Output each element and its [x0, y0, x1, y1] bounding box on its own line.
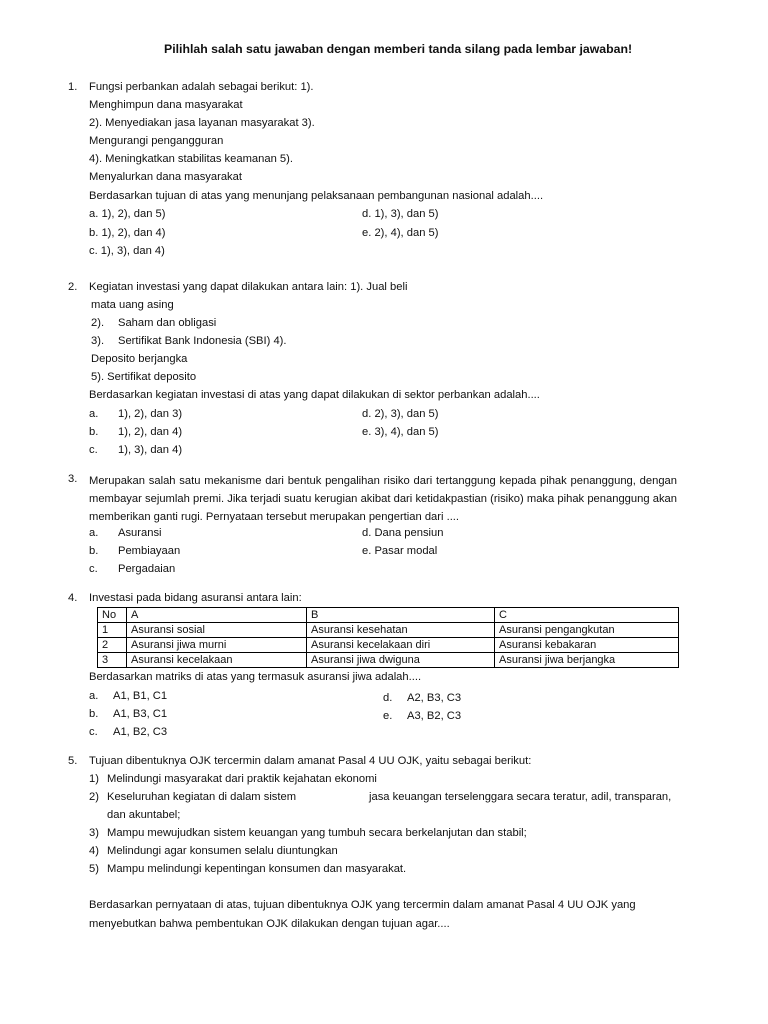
q2-line: mata uang asing [91, 299, 174, 311]
q3-option-c: Pergadaian [118, 563, 176, 575]
q2-line: 3). [91, 335, 105, 347]
table-cell: Asuransi jiwa dwiguna [307, 653, 495, 668]
table-header-row [98, 608, 679, 623]
q1-line: 2). Menyediakan jasa layanan masyarakat 3). [89, 117, 315, 129]
q1-line: Menyalurkan dana masyarakat [89, 171, 242, 183]
q5-item-text: Mampu mewujudkan sistem keuangan yang tumbuh secara berkelanjutan dan stabil; [107, 827, 527, 839]
table-row [98, 653, 679, 668]
q2-option-a: 1), 2), dan 3) [118, 408, 183, 420]
table-cell: Asuransi sosial [127, 623, 307, 638]
q1-line: Menghimpun dana masyarakat [89, 99, 243, 111]
table-header-cell: C [495, 608, 679, 623]
table-row [98, 638, 679, 653]
table-cell: 2 [98, 638, 127, 653]
q3-text: Merupakan salah satu mekanisme dari bentuk pengalihan risiko dari tertanggung kepada pihak penanggung, dengan membayar sejumlah premi. Jika terjadi suatu kerugian akibat dari ketidakpastian (risiko) maka pihak penanggung akan memberikan ganti rugi. Pernyataan tersebut merupakan pengertian dari .... [89, 475, 677, 523]
table-cell: Asuransi jiwa murni [127, 638, 307, 653]
q5-item-number: 1) [89, 773, 99, 785]
q2-option-b: 1), 2), dan 4) [118, 426, 183, 438]
table-cell: Asuransi kecelakaan [127, 653, 307, 668]
q1-option-e: e. 2), 4), dan 5) [362, 227, 439, 239]
q2-line: 2). [91, 317, 105, 329]
q3-option-d: d. Dana pensiun [362, 527, 444, 539]
q1-option-a: a. 1), 2), dan 5) [89, 208, 166, 220]
q5-item-text: dan akuntabel; [107, 809, 181, 821]
q4-option-d: A2, B3, C3 [407, 692, 462, 704]
q3-option-letter: b. [89, 545, 99, 557]
q4-option-letter: d. [383, 692, 393, 704]
q1-option-d: d. 1), 3), dan 5) [362, 208, 439, 220]
q4-option-letter: a. [89, 690, 99, 702]
insurance-matrix-table [97, 607, 679, 668]
q2-option-letter: b. [89, 426, 99, 438]
q5-item-text: Keseluruhan kegiatan di dalam sistem [107, 791, 297, 803]
q3-option-letter: a. [89, 527, 99, 539]
q3-option-e: e. Pasar modal [362, 545, 438, 557]
q1-line: 4). Meningkatkan stabilitas keamanan 5). [89, 153, 293, 165]
q2-line: Kegiatan investasi yang dapat dilakukan antara lain: 1). Jual beli [89, 281, 408, 293]
q2-option-letter: c. [89, 444, 98, 456]
q4-option-a: A1, B1, C1 [113, 690, 168, 702]
table-cell: Asuransi kebakaran [495, 638, 679, 653]
page-title: Pilihlah salah satu jawaban dengan memberi tanda silang pada lembar jawaban! [164, 42, 633, 56]
q2-stem: Berdasarkan kegiatan investasi di atas yang dapat dilakukan di sektor perbankan adalah.... [89, 389, 540, 401]
q5-item-text: Mampu melindungi kepentingan konsumen dan masyarakat. [107, 863, 407, 875]
table-cell: 1 [98, 623, 127, 638]
q2-line: 5). Sertifikat deposito [91, 371, 197, 383]
q4-option-e: A3, B2, C3 [407, 710, 462, 722]
table-row [98, 623, 679, 638]
q5-intro: Tujuan dibentuknya OJK tercermin dalam amanat Pasal 4 UU OJK, yaitu sebagai berikut: [89, 755, 532, 767]
table-header-cell: B [307, 608, 495, 623]
q5-item-text: Melindungi masyarakat dari praktik kejahatan ekonomi [107, 773, 377, 785]
q1-option-b: b. 1), 2), dan 4) [89, 227, 166, 239]
q2-option-e: e. 3), 4), dan 5) [362, 426, 439, 438]
q5-stem-line: Berdasarkan pernyataan di atas, tujuan dibentuknya OJK yang tercermin dalam amanat Pasal 4 UU OJK yang [89, 899, 636, 911]
q4-option-c: A1, B2, C3 [113, 726, 168, 738]
q4-intro: Investasi pada bidang asuransi antara lain: [89, 592, 302, 604]
table-cell: Asuransi jiwa berjangka [495, 653, 679, 668]
q3-option-b: Pembiayaan [118, 545, 181, 557]
q5-number: 5. [68, 755, 78, 767]
q5-item-number: 3) [89, 827, 99, 839]
q5-item-number: 4) [89, 845, 99, 857]
q5-stem-line: menyebutkan bahwa pembentukan OJK dilakukan dengan tujuan agar.... [89, 918, 450, 930]
q4-option-letter: b. [89, 708, 99, 720]
q1-line: Mengurangi pengangguran [89, 135, 224, 147]
q5-item-text: Melindungi agar konsumen selalu diuntungkan [107, 845, 338, 857]
table-header-cell: A [127, 608, 307, 623]
q2-option-d: d. 2), 3), dan 5) [362, 408, 439, 420]
q4-number: 4. [68, 592, 78, 604]
table-cell: Asuransi kesehatan [307, 623, 495, 638]
q2-line: Saham dan obligasi [118, 317, 217, 329]
q5-item-number: 5) [89, 863, 99, 875]
table-cell: 3 [98, 653, 127, 668]
q1-line: Fungsi perbankan adalah sebagai berikut: 1). [89, 81, 314, 93]
q2-option-c: 1), 3), dan 4) [118, 444, 183, 456]
q1-option-c: c. 1), 3), dan 4) [89, 245, 165, 257]
q3-number: 3. [68, 473, 78, 485]
q2-line: Sertifikat Bank Indonesia (SBI) 4). [118, 335, 287, 347]
q2-line: Deposito berjangka [91, 353, 188, 365]
table-cell: Asuransi kecelakaan diri [307, 638, 495, 653]
table-header-cell: No [98, 608, 127, 623]
q4-option-letter: c. [89, 726, 98, 738]
q4-stem: Berdasarkan matriks di atas yang termasuk asuransi jiwa adalah.... [89, 671, 422, 683]
q3-option-a: Asuransi [118, 527, 162, 539]
q5-item-text: jasa keuangan terselenggara secara teratur, adil, transparan, [369, 791, 672, 803]
q3-option-letter: c. [89, 563, 98, 575]
table-cell: Asuransi pengangkutan [495, 623, 679, 638]
q2-number: 2. [68, 281, 78, 293]
q4-option-letter: e. [383, 710, 393, 722]
q1-stem: Berdasarkan tujuan di atas yang menunjang pelaksanaan pembangunan nasional adalah.... [89, 190, 544, 202]
q2-option-letter: a. [89, 408, 99, 420]
q5-item-number: 2) [89, 791, 99, 803]
q1-number: 1. [68, 81, 78, 93]
q4-option-b: A1, B3, C1 [113, 708, 168, 720]
